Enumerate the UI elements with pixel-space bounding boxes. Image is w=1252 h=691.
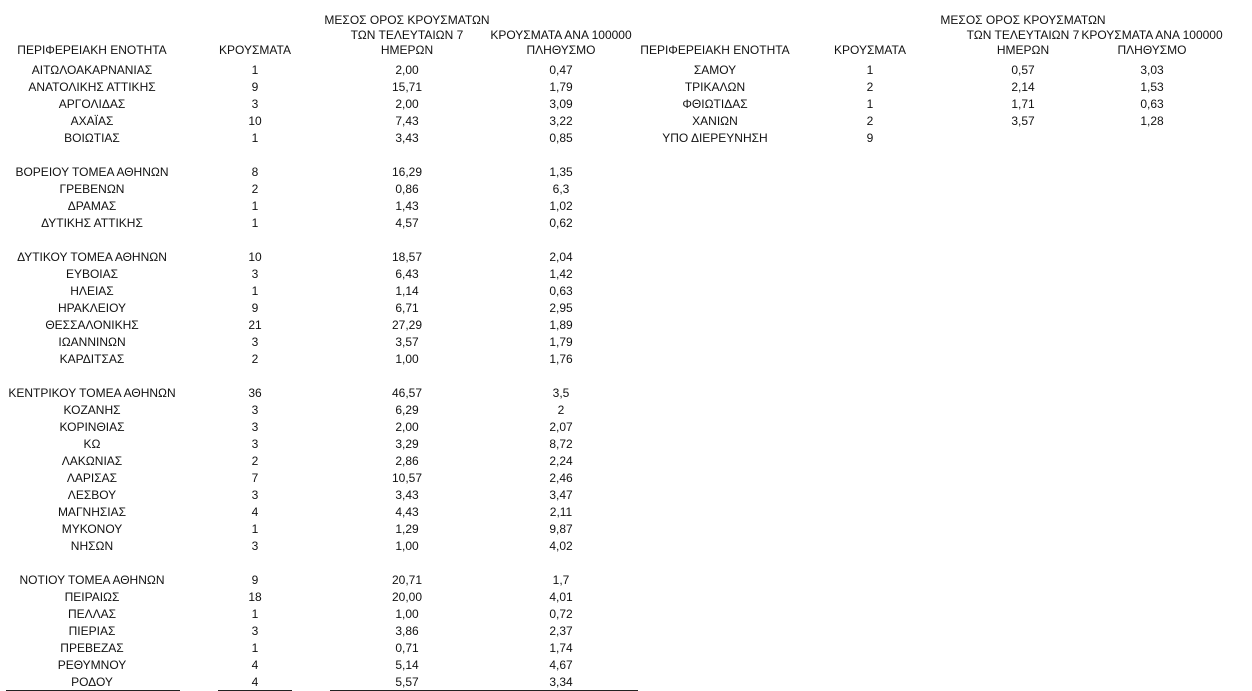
cell-cases: 10 (248, 114, 262, 128)
cell-region: ΝΟΤΙΟΥ ΤΟΜΕΑ ΑΘΗΝΩΝ (19, 573, 165, 587)
cell-cases: 8 (251, 165, 259, 179)
cell-avg7: 1,43 (395, 199, 419, 213)
cell-cases: 1 (251, 607, 259, 621)
cell-cases: 1 (251, 522, 259, 536)
cell-region: ΠΙΕΡΙΑΣ (68, 624, 116, 638)
cell-per100k: 1,76 (549, 352, 573, 366)
cell-region: ΒΟΡΕΙΟΥ ΤΟΜΕΑ ΑΘΗΝΩΝ (15, 165, 169, 179)
header-cases-line: ΚΡΟΥΣΜΑΤΑ (219, 43, 291, 57)
cell-cases: 1 (251, 216, 259, 230)
cell-per100k: 2,37 (549, 624, 573, 638)
table-row (0, 470, 626, 487)
cell-per100k: 2,46 (549, 471, 573, 485)
cell-avg7: 2,00 (395, 420, 419, 434)
cell-avg7: 16,29 (391, 165, 423, 179)
table-row (0, 640, 626, 657)
cell-region: ΧΑΝΙΩΝ (692, 114, 738, 128)
cell-cases: 4 (251, 505, 259, 519)
header-avg7-line: ΤΩΝ ΤΕΛΕΥΤΑΙΩΝ 7 (350, 28, 464, 42)
header-per100k-line: ΠΛΗΘΥΣΜΟ (1117, 43, 1187, 57)
cell-avg7: 1,14 (395, 284, 419, 298)
cell-cases: 9 (251, 301, 259, 315)
table-row (0, 113, 626, 130)
cell-region: ΒΟΙΩΤΙΑΣ (64, 131, 120, 145)
cell-per100k: 1,35 (549, 165, 573, 179)
cell-region: ΙΩΑΝΝΙΝΩΝ (58, 335, 126, 349)
cell-per100k: 9,87 (549, 522, 573, 536)
cell-cases: 3 (251, 539, 259, 553)
table-row (0, 572, 626, 589)
cell-per100k: 1,79 (549, 80, 573, 94)
cell-per100k: 0,72 (549, 607, 573, 621)
cell-region: ΠΕΙΡΑΙΩΣ (64, 590, 120, 604)
table-row (626, 130, 1252, 147)
cell-region: ΚΟΡΙΝΘΙΑΣ (59, 420, 125, 434)
cell-region: ΑΙΤΩΛΟΑΚΑΡΝΑΝΙΑΣ (31, 63, 153, 77)
cell-avg7: 5,14 (395, 658, 419, 672)
cell-cases: 3 (251, 624, 259, 638)
table-row (0, 351, 626, 368)
cell-cases: 21 (248, 318, 262, 332)
cell-avg7: 2,00 (395, 63, 419, 77)
table-row (0, 283, 626, 300)
cell-per100k: 6,3 (552, 182, 570, 196)
cell-region: ΣΑΜΟΥ (693, 63, 737, 77)
cell-per100k: 0,47 (549, 63, 573, 77)
cell-region: ΗΡΑΚΛΕΙΟΥ (57, 301, 127, 315)
cell-region: ΔΡΑΜΑΣ (67, 199, 117, 213)
cell-per100k: 2,24 (549, 454, 573, 468)
cell-per100k: 2 (557, 403, 565, 417)
table-row (0, 453, 626, 470)
cell-avg7: 10,57 (391, 471, 423, 485)
cell-per100k: 4,67 (549, 658, 573, 672)
table-row (0, 589, 626, 606)
header-region-line: ΠΕΡΙΦΕΡΕΙΑΚΗ ΕΝΟΤΗΤΑ (17, 43, 167, 57)
table-row (0, 266, 626, 283)
cell-per100k: 3,09 (549, 97, 573, 111)
cell-cases: 2 (251, 454, 259, 468)
cell-per100k: 1,74 (549, 641, 573, 655)
cell-per100k: 3,22 (549, 114, 573, 128)
cell-avg7: 20,71 (391, 573, 423, 587)
cell-cases: 2 (251, 182, 259, 196)
cell-avg7: 27,29 (391, 318, 423, 332)
cell-region: ΥΠΟ ΔΙΕΡΕΥΝΗΣΗ (662, 131, 768, 145)
cell-cases: 1 (866, 63, 874, 77)
table-row (0, 606, 626, 623)
cell-avg7: 0,86 (395, 182, 419, 196)
table-row (0, 130, 626, 147)
header-region-line: ΠΕΡΙΦΕΡΕΙΑΚΗ ΕΝΟΤΗΤΑ (640, 43, 790, 57)
header-per100k-line: ΚΡΟΥΣΜΑΤΑ ΑΝΑ 100000 (1081, 28, 1223, 42)
cell-cases: 4 (251, 658, 259, 672)
cell-avg7: 1,00 (395, 607, 419, 621)
cell-per100k: 1,53 (1140, 80, 1164, 94)
cell-region: ΘΕΣΣΑΛΟΝΙΚΗΣ (45, 318, 139, 332)
cell-region: ΔΥΤΙΚΗΣ ΑΤΤΙΚΗΣ (41, 216, 143, 230)
cell-cases: 3 (251, 437, 259, 451)
cell-cases: 4 (251, 675, 259, 689)
cell-cases: 10 (248, 250, 262, 264)
cell-cases: 1 (251, 131, 259, 145)
header-per100k-line: ΚΡΟΥΣΜΑΤΑ ΑΝΑ 100000 (490, 28, 632, 42)
cell-cases: 1 (251, 199, 259, 213)
cell-region: ΑΡΓΟΛΙΔΑΣ (58, 97, 126, 111)
cell-avg7: 3,29 (395, 437, 419, 451)
header-per100k (486, 12, 636, 58)
table-row (0, 164, 626, 181)
cell-cases: 1 (866, 97, 874, 111)
header-region (0, 12, 184, 58)
table-row (626, 62, 1252, 79)
cell-cases: 3 (251, 97, 259, 111)
cell-avg7: 5,57 (395, 675, 419, 689)
header-avg7-line: ΤΩΝ ΤΕΛΕΥΤΑΙΩΝ 7 (966, 28, 1080, 42)
cell-per100k: 0,85 (549, 131, 573, 145)
header-cases (835, 12, 905, 58)
cell-cases: 36 (248, 386, 262, 400)
cell-avg7: 4,57 (395, 216, 419, 230)
cell-region: ΗΛΕΙΑΣ (70, 284, 114, 298)
header-avg7 (324, 12, 490, 58)
cell-avg7: 0,57 (1011, 63, 1035, 77)
cell-avg7: 18,57 (391, 250, 423, 264)
header-region (623, 12, 807, 58)
cell-cases: 2 (866, 80, 874, 94)
cell-avg7: 3,43 (395, 488, 419, 502)
cell-cases: 9 (251, 573, 259, 587)
cell-avg7: 1,00 (395, 352, 419, 366)
header-avg7-line: ΜΕΣΟΣ ΟΡΟΣ ΚΡΟΥΣΜΑΤΩΝ (940, 13, 1106, 27)
cell-per100k: 2,07 (549, 420, 573, 434)
header-per100k-line: ΠΛΗΘΥΣΜΟ (526, 43, 596, 57)
cell-avg7: 15,71 (391, 80, 423, 94)
cell-avg7: 46,57 (391, 386, 423, 400)
cell-region: ΡΟΔΟΥ (71, 675, 113, 689)
cell-per100k: 1,28 (1140, 114, 1164, 128)
cell-region: ΚΑΡΔΙΤΣΑΣ (59, 352, 125, 366)
cell-region: ΚΩ (83, 437, 101, 451)
cell-per100k: 3,03 (1140, 63, 1164, 77)
cell-cases: 3 (251, 403, 259, 417)
cell-region: ΕΥΒΟΙΑΣ (65, 267, 119, 281)
cell-cases: 3 (251, 488, 259, 502)
table-row (0, 334, 626, 351)
cell-region: ΤΡΙΚΑΛΩΝ (684, 80, 746, 94)
table-row (626, 113, 1252, 130)
table-row (626, 79, 1252, 96)
cell-per100k: 2,95 (549, 301, 573, 315)
cell-region: ΜΑΓΝΗΣΙΑΣ (57, 505, 127, 519)
cell-cases: 7 (251, 471, 259, 485)
cell-avg7: 2,86 (395, 454, 419, 468)
cell-avg7: 4,43 (395, 505, 419, 519)
cell-per100k: 4,02 (549, 539, 573, 553)
cell-per100k: 3,47 (549, 488, 573, 502)
table-row (0, 317, 626, 334)
table-row (0, 96, 626, 113)
cell-avg7: 7,43 (395, 114, 419, 128)
cell-avg7: 6,71 (395, 301, 419, 315)
table-row (0, 215, 626, 232)
cell-per100k: 2,04 (549, 250, 573, 264)
cell-avg7: 2,14 (1011, 80, 1035, 94)
cell-region: ΝΗΣΩΝ (70, 539, 114, 553)
cell-cases: 3 (251, 335, 259, 349)
table-row (0, 300, 626, 317)
cell-cases: 2 (251, 352, 259, 366)
header-avg7-line: ΗΜΕΡΩΝ (380, 43, 434, 57)
table-row (0, 436, 626, 453)
cell-region: ΚΕΝΤΡΙΚΟΥ ΤΟΜΕΑ ΑΘΗΝΩΝ (8, 386, 176, 400)
table-row (0, 62, 626, 79)
cell-avg7: 3,43 (395, 131, 419, 145)
cell-region: ΔΥΤΙΚΟΥ ΤΟΜΕΑ ΑΘΗΝΩΝ (17, 250, 167, 264)
cell-per100k: 2,11 (549, 505, 573, 519)
cell-avg7: 1,71 (1011, 97, 1035, 111)
table-row (0, 657, 626, 674)
cell-per100k: 0,62 (549, 216, 573, 230)
cell-per100k: 3,34 (549, 675, 573, 689)
table-row (0, 623, 626, 640)
cell-avg7: 2,00 (395, 97, 419, 111)
cell-per100k: 8,72 (549, 437, 573, 451)
cell-cases: 1 (251, 284, 259, 298)
table-row (0, 674, 626, 691)
cell-region: ΑΧΑΪΑΣ (70, 114, 114, 128)
cell-cases: 3 (251, 267, 259, 281)
cell-region: ΛΑΚΩΝΙΑΣ (61, 454, 123, 468)
table-row (0, 198, 626, 215)
cell-cases: 1 (251, 63, 259, 77)
header-avg7-line: ΜΕΣΟΣ ΟΡΟΣ ΚΡΟΥΣΜΑΤΩΝ (324, 13, 490, 27)
table-row (0, 538, 626, 555)
header-avg7-line: ΗΜΕΡΩΝ (996, 43, 1050, 57)
table-row (0, 504, 626, 521)
cell-cases: 9 (866, 131, 874, 145)
table-row (0, 181, 626, 198)
cell-cases: 18 (248, 590, 262, 604)
cell-per100k: 1,7 (552, 573, 570, 587)
table-row (0, 79, 626, 96)
table-row (0, 249, 626, 266)
cell-avg7: 1,00 (395, 539, 419, 553)
cell-avg7: 6,29 (395, 403, 419, 417)
cell-avg7: 0,71 (395, 641, 419, 655)
table-row (626, 96, 1252, 113)
cell-per100k: 1,02 (549, 199, 573, 213)
cell-cases: 2 (866, 114, 874, 128)
cell-cases: 1 (251, 641, 259, 655)
header-cases-line: ΚΡΟΥΣΜΑΤΑ (834, 43, 906, 57)
cell-region: ΠΕΛΛΑΣ (67, 607, 117, 621)
cell-avg7: 3,86 (395, 624, 419, 638)
cell-region: ΑΝΑΤΟΛΙΚΗΣ ΑΤΤΙΚΗΣ (28, 80, 156, 94)
header-per100k (1077, 12, 1227, 58)
cell-avg7: 20,00 (391, 590, 423, 604)
cell-per100k: 3,5 (552, 386, 570, 400)
cell-per100k: 0,63 (549, 284, 573, 298)
table-row (0, 487, 626, 504)
cell-region: ΛΑΡΙΣΑΣ (66, 471, 118, 485)
table-row (0, 385, 626, 402)
cell-per100k: 1,89 (549, 318, 573, 332)
cell-avg7: 3,57 (395, 335, 419, 349)
cell-avg7: 1,29 (395, 522, 419, 536)
table-row (0, 402, 626, 419)
cell-per100k: 0,63 (1140, 97, 1164, 111)
cell-region: ΛΕΣΒΟΥ (67, 488, 117, 502)
cell-per100k: 1,79 (549, 335, 573, 349)
header-cases (220, 12, 290, 58)
cell-region: ΜΥΚΟΝΟΥ (61, 522, 123, 536)
cell-avg7: 3,57 (1011, 114, 1035, 128)
cell-region: ΚΟΖΑΝΗΣ (63, 403, 121, 417)
cell-per100k: 1,42 (549, 267, 573, 281)
table-row (0, 419, 626, 436)
cell-cases: 3 (251, 420, 259, 434)
cell-region: ΠΡΕΒΕΖΑΣ (60, 641, 124, 655)
cell-cases: 9 (251, 80, 259, 94)
cell-region: ΦΘΙΩΤΙΔΑΣ (682, 97, 748, 111)
table-row (0, 521, 626, 538)
cell-region: ΡΕΘΥΜΝΟΥ (57, 658, 127, 672)
cell-avg7: 6,43 (395, 267, 419, 281)
cell-region: ΓΡΕΒΕΝΩΝ (59, 182, 125, 196)
cell-per100k: 4,01 (549, 590, 573, 604)
